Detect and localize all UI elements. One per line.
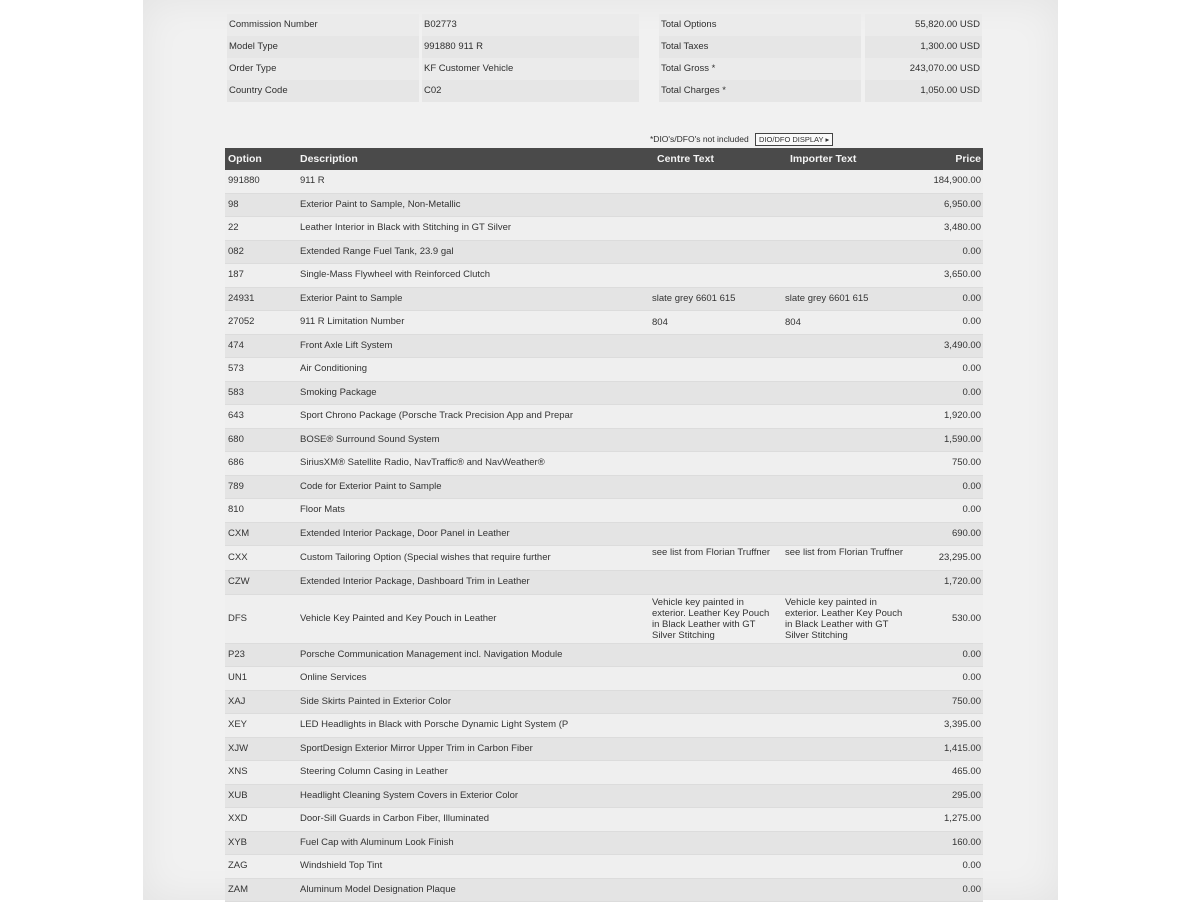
option-description: Code for Exterior Paint to Sample <box>300 476 650 499</box>
summary-total-label: Total Taxes <box>659 36 861 58</box>
option-description: Side Skirts Painted in Exterior Color <box>300 691 650 714</box>
table-row <box>225 832 983 856</box>
option-description: Steering Column Casing in Leather <box>300 761 650 784</box>
table-row <box>225 714 983 738</box>
option-price: 3,480.00 <box>944 217 981 240</box>
summary-total-label: Total Options <box>659 14 861 36</box>
option-description: Extended Interior Package, Door Panel in Leather <box>300 523 650 546</box>
option-code: 27052 <box>228 311 254 334</box>
table-row <box>225 476 983 500</box>
summary-total-label: Total Gross * <box>659 58 861 80</box>
option-description: Extended Interior Package, Dashboard Trim in Leather <box>300 571 650 594</box>
dio-note <box>650 132 833 146</box>
option-code: CZW <box>228 571 250 594</box>
option-code: XEY <box>228 714 247 737</box>
option-code: 680 <box>228 429 244 452</box>
option-price: 530.00 <box>952 595 981 643</box>
option-description: Door-Sill Guards in Carbon Fiber, Illuminated <box>300 808 650 831</box>
option-description: Custom Tailoring Option (Special wishes that require further <box>300 546 650 570</box>
table-row <box>225 241 983 265</box>
option-code: XAJ <box>228 691 245 714</box>
option-code: DFS <box>228 595 247 643</box>
option-code: XUB <box>228 785 248 808</box>
option-price: 1,415.00 <box>944 738 981 761</box>
table-row <box>225 667 983 691</box>
table-row <box>225 170 983 194</box>
centre-text: see list from Florian Truffner <box>652 547 777 558</box>
option-code: 082 <box>228 241 244 264</box>
option-price: 0.00 <box>963 499 982 522</box>
option-description: 911 R <box>300 170 650 193</box>
option-code: 22 <box>228 217 239 240</box>
option-code: 810 <box>228 499 244 522</box>
importer-text: 804 <box>785 317 910 328</box>
option-description: Exterior Paint to Sample, Non-Metallic <box>300 194 650 217</box>
options-table-body <box>225 170 983 902</box>
dio-note-text: *DIO's/DFO's not included <box>650 134 749 144</box>
table-row <box>225 217 983 241</box>
option-code: P23 <box>228 644 245 667</box>
option-price: 0.00 <box>963 358 982 381</box>
option-description: Leather Interior in Black with Stitching in GT Silver <box>300 217 650 240</box>
summary-label: Order Type <box>227 58 419 80</box>
option-price: 6,950.00 <box>944 194 981 217</box>
option-description: Windshield Top Tint <box>300 855 650 878</box>
option-description: Single-Mass Flywheel with Reinforced Clutch <box>300 264 650 287</box>
option-code: 474 <box>228 335 244 358</box>
table-row <box>225 546 983 571</box>
option-price: 0.00 <box>963 476 982 499</box>
table-row <box>225 785 983 809</box>
option-code: CXM <box>228 523 249 546</box>
summary-row <box>227 14 982 36</box>
option-price: 750.00 <box>952 452 981 475</box>
table-row <box>225 335 983 359</box>
option-price: 184,900.00 <box>933 170 981 193</box>
importer-text: slate grey 6601 615 <box>785 293 910 304</box>
summary-value: B02773 <box>422 14 639 36</box>
option-description: BOSE® Surround Sound System <box>300 429 650 452</box>
option-code: UN1 <box>228 667 247 690</box>
summary-row <box>227 58 982 80</box>
option-description: Online Services <box>300 667 650 690</box>
option-price: 1,920.00 <box>944 405 981 428</box>
option-code: XNS <box>228 761 248 784</box>
option-description: SiriusXM® Satellite Radio, NavTraffic® and NavWeather® <box>300 452 650 475</box>
option-code: XJW <box>228 738 248 761</box>
options-table-header <box>225 148 983 170</box>
option-description: Headlight Cleaning System Covers in Exterior Color <box>300 785 650 808</box>
option-description: Sport Chrono Package (Porsche Track Precision App and Prepar <box>300 405 650 428</box>
option-price: 23,295.00 <box>939 546 981 570</box>
table-row <box>225 405 983 429</box>
table-row <box>225 855 983 879</box>
option-description: Floor Mats <box>300 499 650 522</box>
summary-total-label: Total Charges * <box>659 80 861 102</box>
order-summary <box>227 14 982 102</box>
table-row <box>225 264 983 288</box>
document-sheet <box>143 0 1058 900</box>
option-code: 187 <box>228 264 244 287</box>
option-description: Vehicle Key Painted and Key Pouch in Leather <box>300 595 650 643</box>
option-price: 1,720.00 <box>944 571 981 594</box>
options-table <box>225 148 983 902</box>
table-row <box>225 879 983 902</box>
option-price: 295.00 <box>952 785 981 808</box>
option-code: CXX <box>228 546 248 570</box>
option-price: 465.00 <box>952 761 981 784</box>
centre-text: slate grey 6601 615 <box>652 293 777 304</box>
option-description: 911 R Limitation Number <box>300 311 650 334</box>
importer-text: Vehicle key painted in exterior. Leather Key Pouch in Black Leather with GT Silver Stitching <box>785 597 910 641</box>
option-description: Fuel Cap with Aluminum Look Finish <box>300 832 650 855</box>
dio-dfo-display-button[interactable]: DIO/DFO DISPLAY ▸ <box>755 133 833 146</box>
option-price: 0.00 <box>963 644 982 667</box>
table-row <box>225 499 983 523</box>
option-code: 583 <box>228 382 244 405</box>
option-code: 98 <box>228 194 239 217</box>
option-code: 789 <box>228 476 244 499</box>
summary-total-value: 1,300.00 USD <box>865 36 982 58</box>
option-code: XYB <box>228 832 247 855</box>
option-price: 160.00 <box>952 832 981 855</box>
option-price: 3,490.00 <box>944 335 981 358</box>
option-price: 3,395.00 <box>944 714 981 737</box>
table-row <box>225 194 983 218</box>
option-price: 0.00 <box>963 382 982 405</box>
summary-label: Model Type <box>227 36 419 58</box>
header-importer-text: Importer Text <box>790 148 856 170</box>
table-row <box>225 358 983 382</box>
option-price: 690.00 <box>952 523 981 546</box>
option-description: Aluminum Model Designation Plaque <box>300 879 650 902</box>
table-row <box>225 311 983 335</box>
option-price: 3,650.00 <box>944 264 981 287</box>
summary-row <box>227 36 982 58</box>
option-price: 0.00 <box>963 667 982 690</box>
table-row <box>225 429 983 453</box>
option-code: 643 <box>228 405 244 428</box>
option-description: Air Conditioning <box>300 358 650 381</box>
header-option: Option <box>228 148 262 170</box>
table-row <box>225 382 983 406</box>
option-description: LED Headlights in Black with Porsche Dynamic Light System (P <box>300 714 650 737</box>
summary-total-value: 55,820.00 USD <box>865 14 982 36</box>
option-code: 991880 <box>228 170 260 193</box>
option-price: 1,590.00 <box>944 429 981 452</box>
option-description: Smoking Package <box>300 382 650 405</box>
centre-text: Vehicle key painted in exterior. Leather Key Pouch in Black Leather with GT Silver Stitching <box>652 597 777 641</box>
option-price: 0.00 <box>963 879 982 902</box>
table-row <box>225 523 983 547</box>
option-description: SportDesign Exterior Mirror Upper Trim in Carbon Fiber <box>300 738 650 761</box>
header-centre-text: Centre Text <box>657 148 714 170</box>
option-description: Extended Range Fuel Tank, 23.9 gal <box>300 241 650 264</box>
option-description: Porsche Communication Management incl. Navigation Module <box>300 644 650 667</box>
table-row <box>225 288 983 312</box>
table-row <box>225 452 983 476</box>
summary-row <box>227 80 982 102</box>
importer-text: see list from Florian Truffner <box>785 547 910 558</box>
option-price: 0.00 <box>963 288 982 311</box>
option-price: 0.00 <box>963 241 982 264</box>
option-price: 0.00 <box>963 311 982 334</box>
option-price: 1,275.00 <box>944 808 981 831</box>
option-code: 24931 <box>228 288 254 311</box>
table-row <box>225 738 983 762</box>
header-description: Description <box>300 148 358 170</box>
summary-total-value: 243,070.00 USD <box>865 58 982 80</box>
table-row <box>225 595 983 644</box>
option-price: 750.00 <box>952 691 981 714</box>
option-code: 686 <box>228 452 244 475</box>
summary-value: KF Customer Vehicle <box>422 58 639 80</box>
option-price: 0.00 <box>963 855 982 878</box>
option-description: Front Axle Lift System <box>300 335 650 358</box>
summary-value: 991880 911 R <box>422 36 639 58</box>
summary-value: C02 <box>422 80 639 102</box>
summary-label: Country Code <box>227 80 419 102</box>
centre-text: 804 <box>652 317 777 328</box>
summary-total-value: 1,050.00 USD <box>865 80 982 102</box>
option-code: XXD <box>228 808 248 831</box>
table-row <box>225 571 983 595</box>
table-row <box>225 761 983 785</box>
option-code: 573 <box>228 358 244 381</box>
table-row <box>225 691 983 715</box>
option-description: Exterior Paint to Sample <box>300 288 650 311</box>
summary-label: Commission Number <box>227 14 419 36</box>
option-code: ZAG <box>228 855 248 878</box>
table-row <box>225 644 983 668</box>
table-row <box>225 808 983 832</box>
header-price: Price <box>955 148 981 170</box>
option-code: ZAM <box>228 879 248 902</box>
